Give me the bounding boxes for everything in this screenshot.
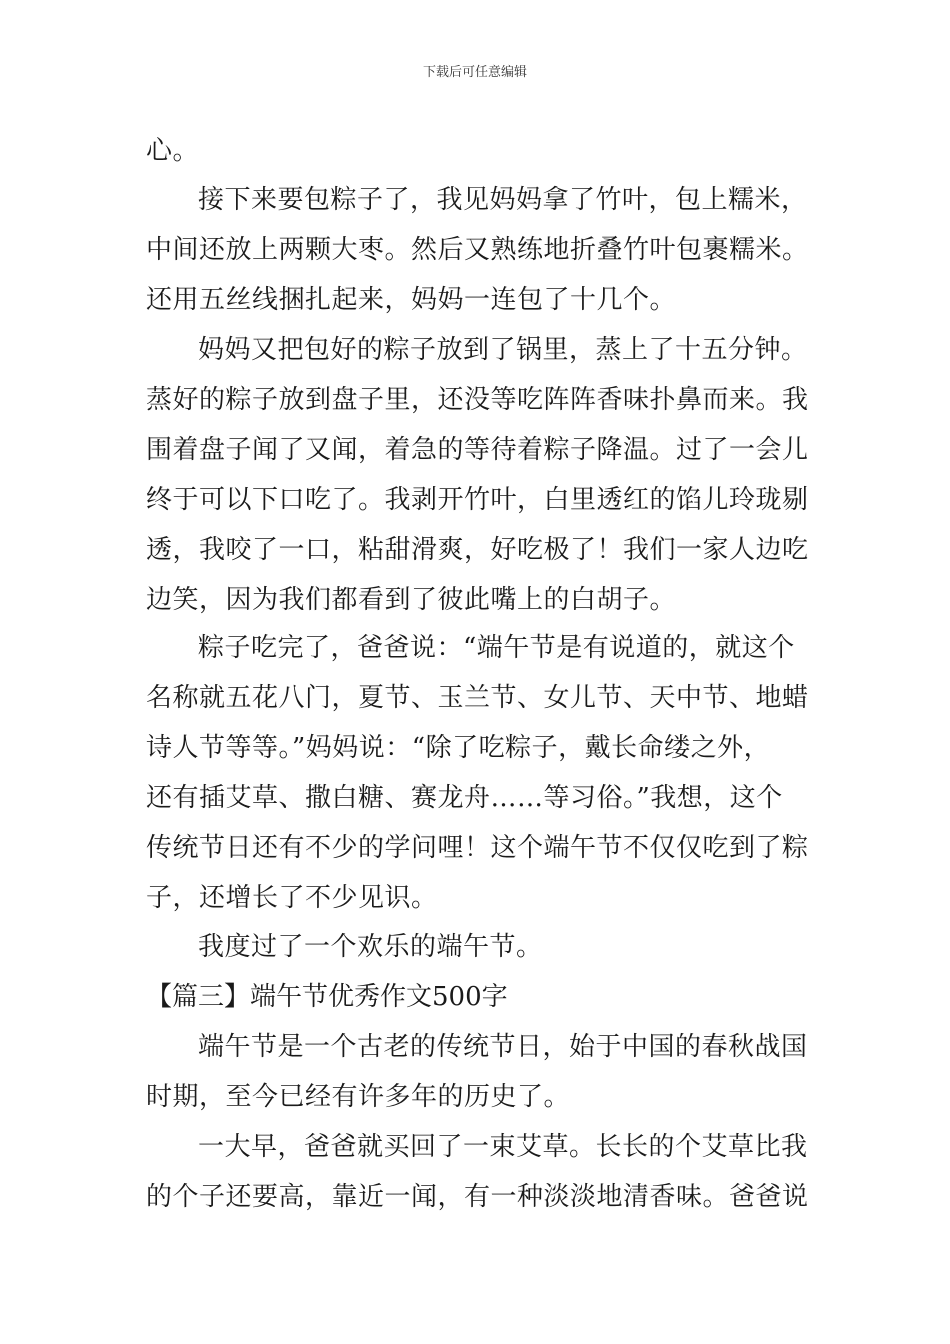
text-line: 心。 [146,136,200,166]
text-line: 名称就五花八门，夏节、玉兰节、女儿节、天中节、地蜡 [146,683,809,713]
section-heading: 【篇三】端午节优秀作文500字 [146,982,508,1012]
text-line: 边笑，因为我们都看到了彼此嘴上的白胡子。 [146,585,677,615]
text-line: 时期，至今已经有许多年的历史了。 [146,1082,571,1112]
text-line: 子，还增长了不少见识。 [146,883,438,913]
text-line: 一大早，爸爸就买回了一束艾草。长长的个艾草比我 [198,1132,808,1162]
page-header-note: 下载后可任意编辑 [422,65,527,80]
text-line: 蒸好的粽子放到盘子里，还没等吃阵阵香味扑鼻而来。我 [146,385,809,415]
text-line: 的个子还要高，靠近一闻，有一种淡淡地清香味。爸爸说 [146,1182,809,1212]
text-line: 围着盘子闻了又闻，着急的等待着粽子降温。过了一会儿 [146,435,809,465]
text-line: 还用五丝线捆扎起来，妈妈一连包了十几个。 [146,285,677,315]
text-line: 透，我咬了一口，粘甜滑爽，好吃极了！我们一家人边吃 [146,535,809,565]
text-line: 中间还放上两颗大枣。然后又熟练地折叠竹叶包裹糯米。 [146,235,809,265]
text-line: 端午节是一个古老的传统节日，始于中国的春秋战国 [198,1032,808,1062]
text-line: 妈妈又把包好的粽子放到了锅里，蒸上了十五分钟。 [198,335,808,365]
text-line: 终于可以下口吃了。我剥开竹叶，白里透红的馅儿玲珑剔 [146,485,809,515]
text-line: 我度过了一个欢乐的端午节。 [198,932,543,962]
text-line: 诗人节等等。”妈妈说：“除了吃粽子，戴长命缕之外， [146,733,771,763]
text-line: 接下来要包粽子了，我见妈妈拿了竹叶，包上糯米， [198,185,808,215]
text-line: 还有插艾草、撒白糖、赛龙舟……等习俗。”我想，这个 [146,783,783,813]
text-line: 传统节日还有不少的学问哩！这个端午节不仅仅吃到了粽 [146,833,809,863]
text-line: 粽子吃完了，爸爸说：“端午节是有说道的，就这个 [198,633,795,663]
